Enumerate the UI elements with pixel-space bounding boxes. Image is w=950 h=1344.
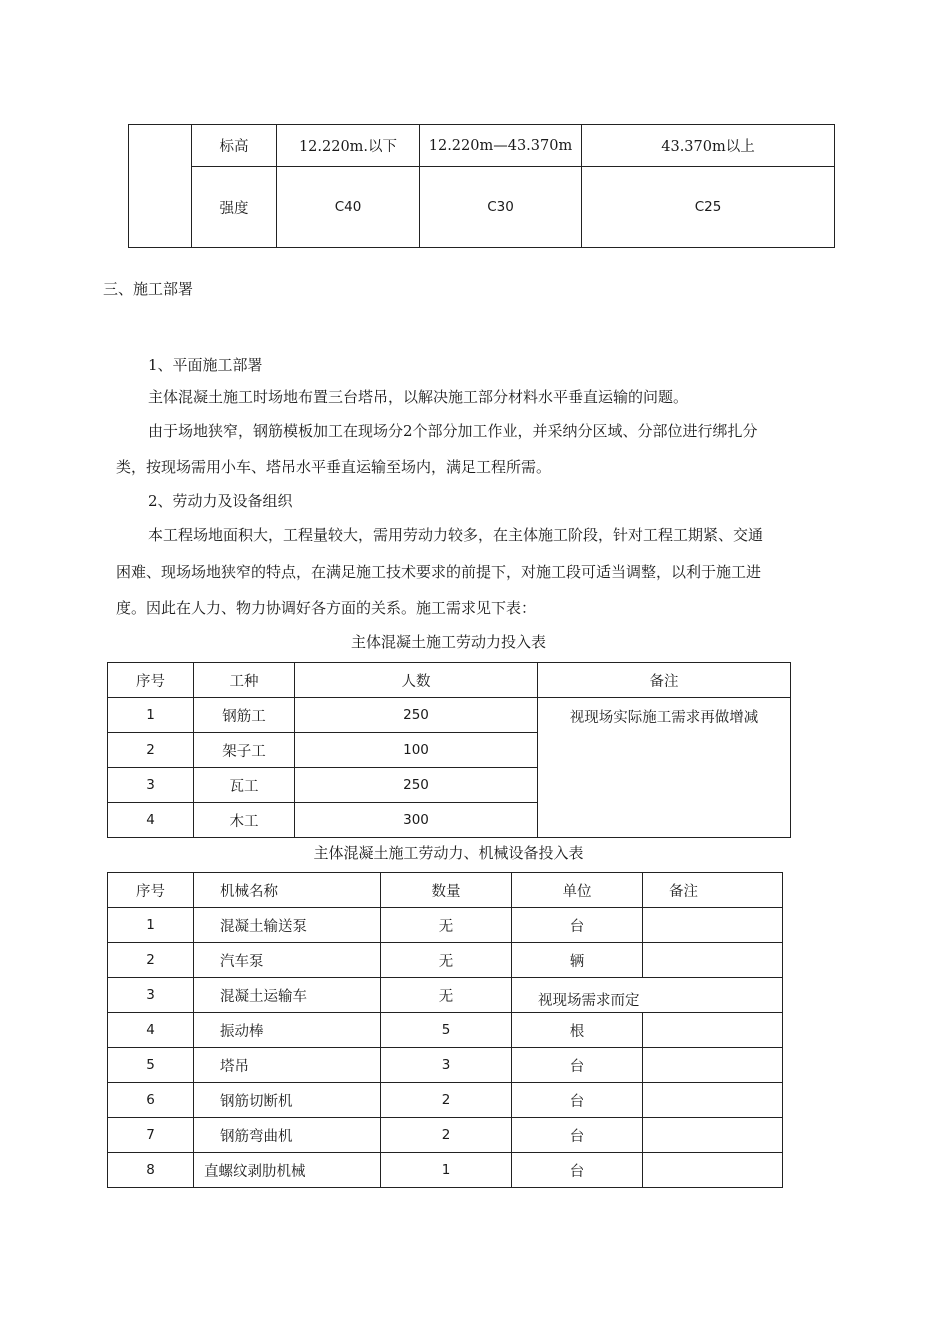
machine-name: 直螺纹剥肋机械	[194, 1153, 381, 1188]
paragraph-line: 困难、现场场地狭窄的特点，在满足施工技术要求的前提下，对施工段可适当调整，以利于施工进	[116, 563, 762, 581]
worker-count: 250	[295, 768, 538, 803]
quantity: 1	[381, 1153, 512, 1188]
row-number: 2	[108, 943, 194, 978]
row-number: 4	[108, 1013, 194, 1048]
strength-value: C30	[420, 167, 582, 248]
paragraph-line: 本工程场地面积大，工程量较大，需用劳动力较多，在主体施工阶段，针对工程工期紧、交通	[148, 526, 764, 544]
column-header: 人数	[295, 663, 538, 698]
column-header: 单位	[512, 873, 643, 908]
subsection-heading: 2、劳动力及设备组织	[148, 492, 293, 510]
unit: 辆	[512, 943, 643, 978]
table-row	[108, 1013, 783, 1048]
paragraph-line: 由于场地狭窄，钢筋模板加工在现场分2个部分加工作业，并采纳分区域、分部位进行绑扎分	[148, 422, 758, 440]
table-row	[108, 943, 783, 978]
note	[643, 1013, 783, 1048]
row-number: 8	[108, 1153, 194, 1188]
machine-name: 钢筋弯曲机	[194, 1118, 381, 1153]
unit: 台	[512, 1118, 643, 1153]
unit: 根	[512, 1013, 643, 1048]
remark-cell: 视现场实际施工需求再做增减	[538, 698, 791, 838]
trade-name: 架子工	[194, 733, 295, 768]
elevation-value: 12.220m.以下	[277, 125, 420, 167]
subsection-heading: 1、平面施工部署	[148, 356, 263, 374]
worker-count: 300	[295, 803, 538, 838]
table-row	[108, 1118, 783, 1153]
row-number: 3	[108, 978, 194, 1013]
unit: 台	[512, 908, 643, 943]
paragraph-line: 类，按现场需用小车、塔吊水平垂直运输至场内，满足工程所需。	[116, 458, 552, 476]
column-header: 备注	[643, 873, 783, 908]
note	[643, 908, 783, 943]
elevation-label: 标高	[192, 125, 277, 167]
machine-name: 汽车泵	[194, 943, 381, 978]
blank-merged-cell	[129, 125, 192, 248]
row-number: 1	[108, 908, 194, 943]
row-number: 1	[108, 698, 194, 733]
column-header: 备注	[538, 663, 791, 698]
note	[643, 1083, 783, 1118]
machine-name: 塔吊	[194, 1048, 381, 1083]
quantity: 5	[381, 1013, 512, 1048]
machine-name: 混凝土输送泵	[194, 908, 381, 943]
table-row	[108, 908, 783, 943]
row-number: 3	[108, 768, 194, 803]
worker-count: 100	[295, 733, 538, 768]
table-row	[108, 1153, 783, 1188]
note	[643, 1153, 783, 1188]
machine-name: 混凝土运输车	[194, 978, 381, 1013]
strength-value: C25	[582, 167, 835, 248]
equipment-table-caption: 主体混凝土施工劳动力、机械设备投入表	[313, 844, 584, 862]
trade-name: 木工	[194, 803, 295, 838]
labor-table	[107, 662, 791, 838]
row-number: 5	[108, 1048, 194, 1083]
equipment-table	[107, 872, 783, 1188]
row-number: 6	[108, 1083, 194, 1118]
merged-unit-note: 视现场需求而定	[512, 978, 783, 1013]
elevation-value: 12.220m—43.370m	[420, 125, 582, 167]
column-header: 序号	[108, 873, 194, 908]
strength-value: C40	[277, 167, 420, 248]
trade-name: 钢筋工	[194, 698, 295, 733]
row-number: 7	[108, 1118, 194, 1153]
column-header: 机械名称	[194, 873, 381, 908]
worker-count: 250	[295, 698, 538, 733]
table-row	[108, 1083, 783, 1118]
note	[643, 1048, 783, 1083]
strength-label: 强度	[192, 167, 277, 248]
paragraph-line: 主体混凝土施工时场地布置三台塔吊，以解决施工部分材料水平垂直运输的问题。	[148, 388, 689, 406]
row-number: 4	[108, 803, 194, 838]
machine-name: 钢筋切断机	[194, 1083, 381, 1118]
table-row	[108, 698, 791, 733]
quantity: 无	[381, 943, 512, 978]
labor-table-caption: 主体混凝土施工劳动力投入表	[350, 633, 546, 651]
paragraph-line: 度。因此在人力、物力协调好各方面的关系。施工需求见下表：	[116, 599, 537, 617]
unit: 台	[512, 1048, 643, 1083]
unit: 台	[512, 1153, 643, 1188]
quantity: 2	[381, 1118, 512, 1153]
note	[643, 943, 783, 978]
elevation-value: 43.370m以上	[582, 125, 835, 167]
column-header: 工种	[194, 663, 295, 698]
column-header: 序号	[108, 663, 194, 698]
row-number: 2	[108, 733, 194, 768]
quantity: 无	[381, 908, 512, 943]
machine-name: 振动棒	[194, 1013, 381, 1048]
unit: 台	[512, 1083, 643, 1118]
column-header: 数量	[381, 873, 512, 908]
table-row	[108, 978, 783, 1013]
note	[643, 1118, 783, 1153]
table-row	[108, 1048, 783, 1083]
strength-table	[128, 124, 835, 248]
quantity: 3	[381, 1048, 512, 1083]
section-heading: 三、施工部署	[103, 280, 194, 298]
trade-name: 瓦工	[194, 768, 295, 803]
quantity: 2	[381, 1083, 512, 1118]
quantity: 无	[381, 978, 512, 1013]
